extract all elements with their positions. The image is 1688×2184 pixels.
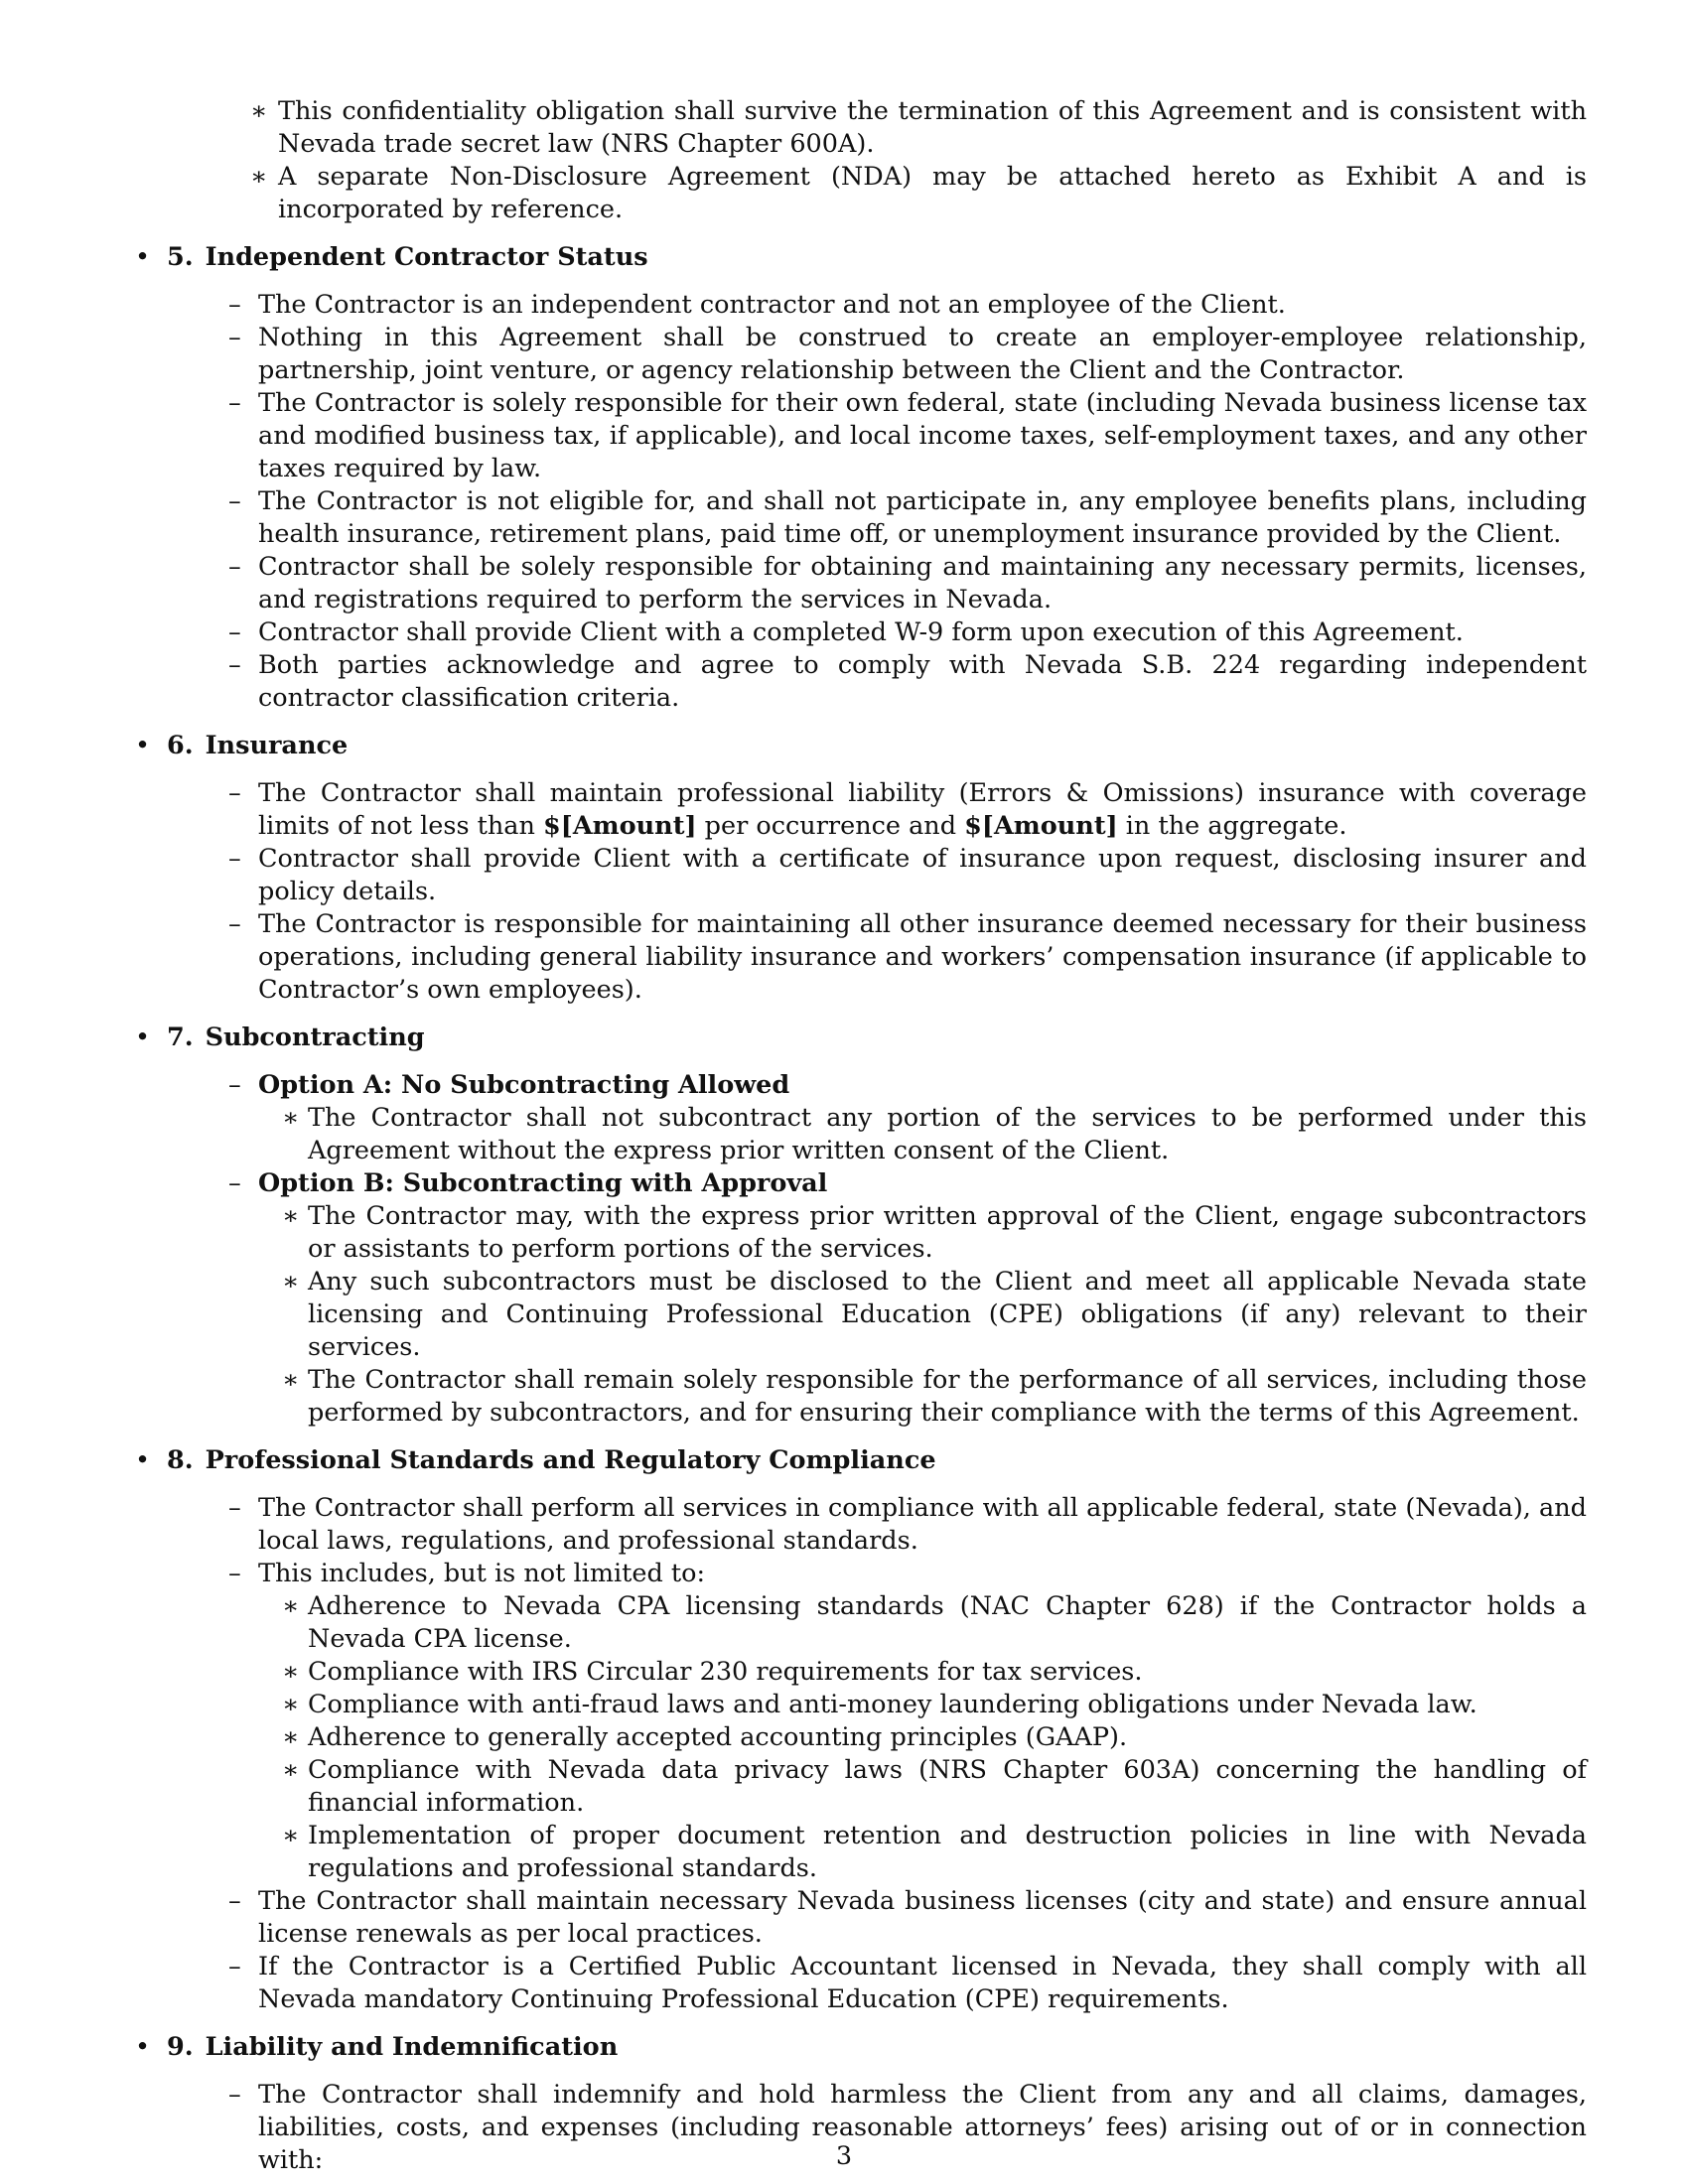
- list-item: ∗ The Contractor shall not subcontract any portion of the services to be performed under this Agreement without the express prior written consent of the Client.: [258, 1102, 1587, 1167]
- option-a-items: [258, 1102, 1587, 1167]
- option-b-items: [258, 1200, 1587, 1430]
- list-item-text: – This includes, but is not limited to:: [258, 1559, 706, 1588]
- list-item: – The Contractor is an independent contractor and not an employee of the Client.: [167, 289, 1587, 322]
- compliance-sub-items: [258, 1590, 1587, 1885]
- section-heading: • 8. Professional Standards and Regulatory Compliance: [167, 1445, 936, 1475]
- section-6: [135, 730, 1587, 1007]
- list-item: ∗ Implementation of proper document retention and destruction policies in line with Nevada regulations and professional standards.: [258, 1820, 1587, 1885]
- list-item: – Contractor shall provide Client with a completed W-9 form upon execution of this Agreement.: [167, 616, 1587, 649]
- list-item: – Contractor shall be solely responsible for obtaining and maintaining any necessary permits, licenses, and registrations required to perform the services in Nevada.: [167, 551, 1587, 616]
- section-6-items: [167, 777, 1587, 1007]
- list-item: ∗ Compliance with Nevada data privacy laws (NRS Chapter 603A) concerning the handling of financial information.: [258, 1754, 1587, 1820]
- list-item: ∗ The Contractor shall remain solely responsible for the performance of all services, including those performed by subcontractors, and for ensuring their compliance with the terms of this Agreement.: [258, 1364, 1587, 1430]
- section-7: [135, 1022, 1587, 1430]
- list-item: – Both parties acknowledge and agree to comply with Nevada S.B. 224 regarding independent contractor classification criteria.: [167, 649, 1587, 715]
- section-5-items: [167, 289, 1587, 715]
- list-item: ∗ This confidentiality obligation shall survive the termination of this Agreement and is consistent with Nevada trade secret law (NRS Chapter 600A).: [135, 95, 1587, 161]
- list-item: – The Contractor is solely responsible for their own federal, state (including Nevada business license tax and modified business tax, if applicable), and local income taxes, self-employment taxes, and any other taxes required by law.: [167, 387, 1587, 485]
- section-heading: • 9. Liability and Indemnification: [167, 2032, 619, 2062]
- section-8-items: [167, 1492, 1587, 2016]
- list-item: ∗ A separate Non-Disclosure Agreement (NDA) may be attached hereto as Exhibit A and is incorporated by reference.: [135, 161, 1587, 226]
- page-number: 3: [835, 2141, 853, 2171]
- list-item: ∗ Compliance with anti-fraud laws and anti-money laundering obligations under Nevada law.: [258, 1689, 1587, 1721]
- section-heading: • 5. Independent Contractor Status: [167, 242, 648, 272]
- list-item: – Nothing in this Agreement shall be construed to create an employer-employee relationship, partnership, joint venture, or agency relationship between the Client and the Contractor.: [167, 322, 1587, 387]
- section-list: [135, 241, 1587, 2177]
- list-item: – The Contractor shall indemnify and hold harmless the Client from any and all claims, damages, liabilities, costs, and expenses (including reasonable attorneys’ fees) arising out of or in connection with:: [167, 2079, 1587, 2177]
- list-item: – The Contractor is not eligible for, and shall not participate in, any employee benefits plans, including health insurance, retirement plans, paid time off, or unemployment insurance provided by the Client.: [167, 485, 1587, 551]
- list-item: – If the Contractor is a Certified Public Accountant licensed in Nevada, they shall comply with all Nevada mandatory Continuing Professional Education (CPE) requirements.: [167, 1951, 1587, 2016]
- list-item: – The Contractor shall perform all services in compliance with all applicable federal, state (Nevada), and local laws, regulations, and professional standards.: [167, 1492, 1587, 1558]
- confidentiality-continuation-list: [135, 95, 1587, 226]
- option-title: – Option B: Subcontracting with Approval: [258, 1168, 828, 1198]
- section-heading: • 6. Insurance: [167, 731, 349, 760]
- list-item: ∗ Adherence to generally accepted accounting principles (GAAP).: [258, 1721, 1587, 1754]
- list-item: ∗ The Contractor may, with the express prior written approval of the Client, engage subcontractors or assistants to perform portions of the services.: [258, 1200, 1587, 1266]
- option-a: [167, 1069, 1587, 1167]
- section-5: [135, 241, 1587, 715]
- section-7-items: [167, 1069, 1587, 1430]
- section-8: [135, 1444, 1587, 2016]
- list-item: – The Contractor is responsible for maintaining all other insurance deemed necessary for their business operations, including general liability insurance and workers’ compensation insurance (if applicable to Contractor’s own employees).: [167, 908, 1587, 1007]
- option-title: – Option A: No Subcontracting Allowed: [258, 1070, 790, 1100]
- list-item: – The Contractor shall maintain professional liability (Errors & Omissions) insurance with coverage limits of not less than $[Amount] per occurrence and $[Amount] in the aggregate.: [167, 777, 1587, 843]
- list-item: ∗ Any such subcontractors must be disclosed to the Client and meet all applicable Nevada state licensing and Continuing Professional Education (CPE) obligations (if any) relevant to their services.: [258, 1266, 1587, 1364]
- list-item: ∗ Compliance with IRS Circular 230 requirements for tax services.: [258, 1656, 1587, 1689]
- option-b: [167, 1167, 1587, 1430]
- list-item: – Contractor shall provide Client with a certificate of insurance upon request, disclosing insurer and policy details.: [167, 843, 1587, 908]
- list-item: ∗ Adherence to Nevada CPA licensing standards (NAC Chapter 628) if the Contractor holds a Nevada CPA license.: [258, 1590, 1587, 1656]
- list-item: [167, 1558, 1587, 1885]
- list-item: – The Contractor shall maintain necessary Nevada business licenses (city and state) and ensure annual license renewals as per local practices.: [167, 1885, 1587, 1951]
- section-heading: • 7. Subcontracting: [167, 1023, 425, 1052]
- document-page: [135, 95, 1587, 2177]
